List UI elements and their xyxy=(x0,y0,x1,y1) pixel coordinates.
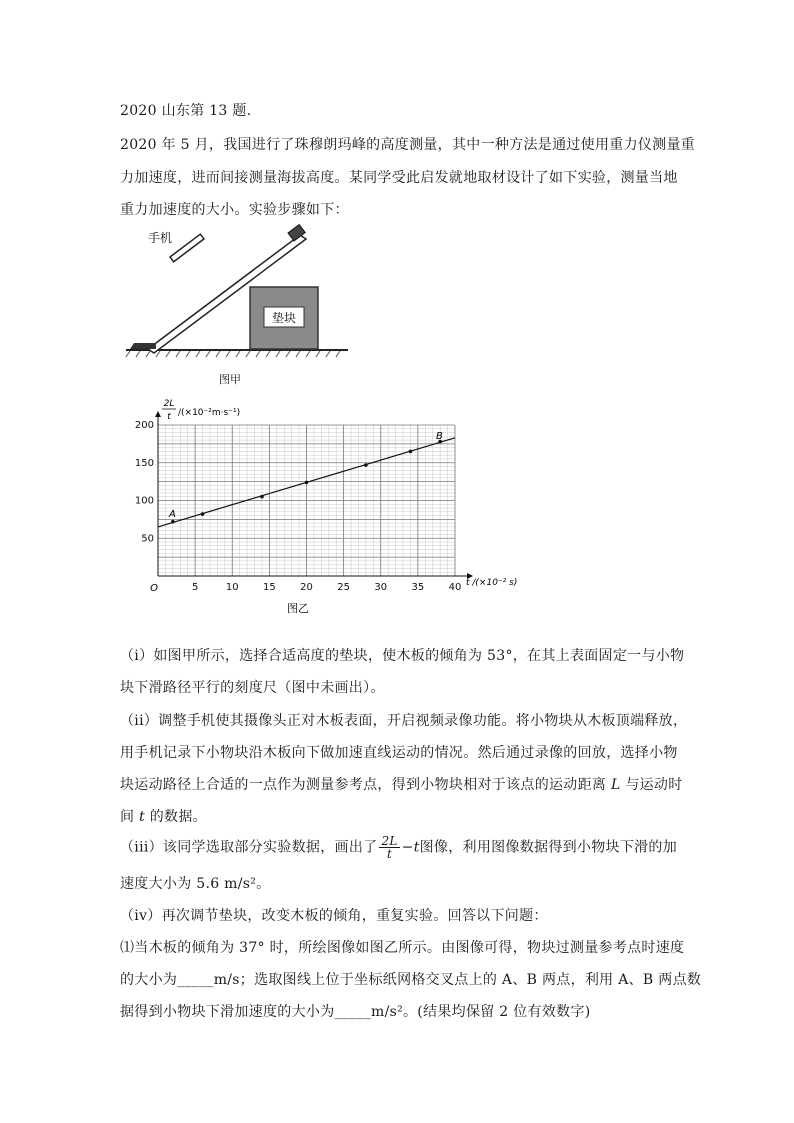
y-axis-arrow xyxy=(155,411,161,417)
data-point xyxy=(201,512,205,516)
ground-hatch xyxy=(126,351,340,357)
question-1-line-2: 的大小为_____m/s；选取图线上位于坐标纸网格交叉点上的 A、B 两点，利用 A、B 两点数 xyxy=(120,972,702,988)
data-point xyxy=(409,450,413,454)
y-axis-label-numerator: 2L xyxy=(163,399,175,409)
step-2-line-4-tail: 的数据。 xyxy=(145,809,207,825)
phone xyxy=(170,234,204,262)
step-4-line: （iv）再次调节垫块，改变木板的倾角，重复实验。回答以下问题： xyxy=(120,908,548,924)
step-3-line-2: 速度大小为 5.6 m/s²。 xyxy=(120,876,271,892)
y-tick-label: 100 xyxy=(134,495,154,507)
fraction-numerator: 2L xyxy=(381,834,398,848)
step-2-line-1: （ii）调整手机使其摄像头正对木板表面，开启视频录像功能。将小物块从木板顶端释放， xyxy=(120,713,688,729)
figure-yi-chart xyxy=(120,393,518,618)
origin-label: O xyxy=(150,583,158,594)
x-tick-label: 5 xyxy=(191,582,199,593)
question-1-line-3: 据得到小物块下滑加速度的大小为_____m/s²。(结果均保留 2 位有效数字) xyxy=(120,1004,591,1020)
data-point xyxy=(171,520,175,524)
data-point xyxy=(305,481,309,485)
tick-labels xyxy=(135,420,461,593)
x-tick-label: 25 xyxy=(337,582,350,593)
step-2-line-2: 用手机记录下小物块沿木板向下做加速直线运动的情况。然后通过录像的回放，选择小物 xyxy=(120,745,678,761)
y-axis-label-denominator: t xyxy=(167,412,171,422)
point-b-label: B xyxy=(436,431,443,442)
x-tick-label: 20 xyxy=(300,582,313,593)
data-point xyxy=(260,495,264,499)
point-a-label: A xyxy=(169,509,176,520)
step-2-line-3-text: 块运动路径上合适的一点作为测量参考点，得到小物块相对于该点的运动距离 xyxy=(120,777,611,793)
step-1-line-2: 块下滑路径平行的刻度尺（图中未画出）。 xyxy=(120,680,385,696)
figure-jia-caption: 图甲 xyxy=(219,373,241,386)
figure-yi-caption: 图乙 xyxy=(287,602,309,615)
x-tick-label: 35 xyxy=(411,582,425,593)
data-point xyxy=(364,463,368,467)
step-2-line-3 xyxy=(120,774,683,794)
intro-line-2: 力加速度，进而间接测量海拔高度。某同学受此启发就地取材设计了如下实验，测量当地 xyxy=(120,170,678,186)
intro-line-1: 2020 年 5 月，我国进行了珠穆朗玛峰的高度测量，其中一种方法是通过使用重力仪测量重 xyxy=(120,137,696,153)
board-stopper xyxy=(130,343,156,349)
intro-line-3: 重力加速度的大小。实验步骤如下： xyxy=(120,202,349,218)
question-1-line-1: ⑴当木板的倾角为 37° 时，所绘图像如图乙所示。由图像可得，物块过测量参考点时速度 xyxy=(120,940,685,956)
step-2-line-3-tail: 与运动时 xyxy=(620,777,683,793)
step-2-line-4-text: 间 xyxy=(120,809,140,825)
phone-label: 手机 xyxy=(148,231,173,245)
x-tick-label: 30 xyxy=(374,582,388,593)
x-tick-label: 10 xyxy=(225,582,239,593)
var-t-graph: t xyxy=(413,839,420,856)
x-tick-label: 40 xyxy=(448,582,462,593)
step-1-line-1: （i）如图甲所示，选择合适高度的垫块，使木板的倾角为 53°，在其上表面固定一与小物 xyxy=(120,648,685,664)
step-3-text: （iii）该同学选取部分实验数据，画出了 xyxy=(120,839,378,856)
step-3-tail: 图像，利用图像数据得到小物块下滑的加 xyxy=(419,839,678,856)
minus-sign: − xyxy=(401,839,414,856)
pad-block-label: 垫块 xyxy=(271,311,297,325)
figure-jia xyxy=(120,225,360,390)
fraction-denominator: t xyxy=(386,847,393,861)
x-tick-label: 15 xyxy=(263,582,276,593)
y-tick-label: 200 xyxy=(134,420,154,431)
var-L: L xyxy=(610,777,621,793)
var-t: t xyxy=(139,809,145,825)
fraction-2L-over-t xyxy=(379,835,399,860)
y-tick-label: 150 xyxy=(134,457,154,469)
step-2-line-4 xyxy=(120,806,207,826)
step-3-line-1 xyxy=(120,835,677,860)
x-axis-label: t /(×10⁻² s) xyxy=(466,578,518,588)
y-axis-label-unit: /(×10⁻²m·s⁻¹) xyxy=(178,408,241,418)
problem-source: 2020 山东第 13 题. xyxy=(120,103,252,119)
y-tick-label: 50 xyxy=(141,533,154,545)
